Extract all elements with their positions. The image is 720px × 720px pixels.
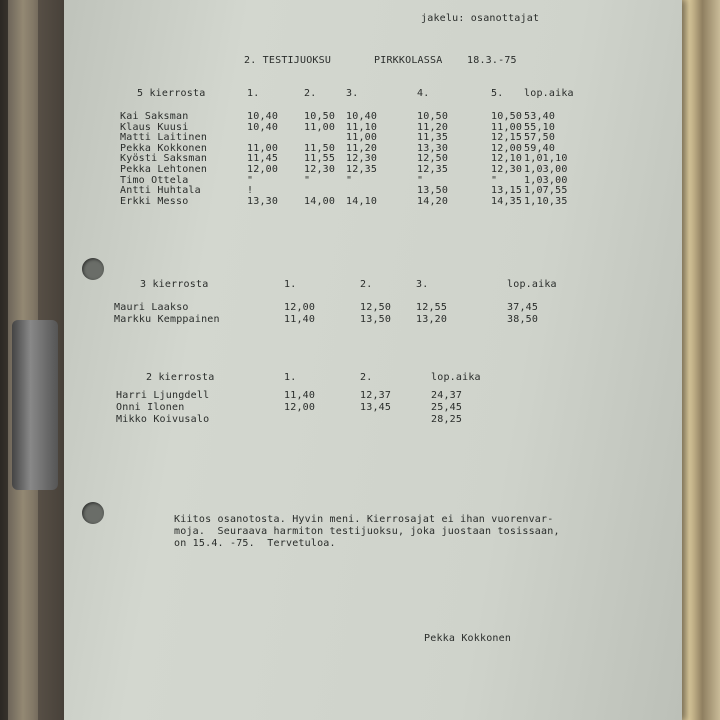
lap-time: 10,50 xyxy=(304,111,336,122)
lap-time: 10,40 xyxy=(247,121,279,133)
lap-time: 11,40 xyxy=(284,390,316,401)
column-header: 4. xyxy=(417,88,430,99)
lap-time: " xyxy=(346,174,353,186)
lap-time: 1,10,35 xyxy=(524,195,568,207)
runner-name: Antti Huhtala xyxy=(120,185,201,197)
lap-time: 37,45 xyxy=(507,302,539,313)
column-header: 3. xyxy=(346,88,359,99)
closing-line: Kiitos osanotosta. Hyvin meni. Kierrosajat ei ihan vuorenvar- xyxy=(174,514,554,525)
lap-time: 13,30 xyxy=(417,142,449,154)
runner-name: Kyösti Saksman xyxy=(120,153,208,165)
runner-name: Erkki Messo xyxy=(120,195,189,207)
lap-time: 12,00 xyxy=(284,402,316,413)
document-date: 18.3.-75 xyxy=(467,55,517,66)
punch-hole-top xyxy=(82,258,104,280)
lap-time: 12,30 xyxy=(491,164,523,175)
column-header: lop.aika xyxy=(431,372,481,383)
document-place: PIRKKOLASSA xyxy=(374,55,443,66)
runner-name: Klaus Kuusi xyxy=(120,121,189,133)
section-label: 2 kierrosta xyxy=(146,372,215,383)
lap-time: 25,45 xyxy=(431,402,463,413)
closing-line: moja. Seuraava harmiton testijuoksu, joka juostaan tosissaan, xyxy=(174,526,560,537)
lap-time: 1,03,00 xyxy=(524,164,568,175)
lap-time: 12,55 xyxy=(416,302,448,313)
lap-time: ! xyxy=(247,185,254,197)
lap-time: 14,00 xyxy=(304,195,336,207)
lap-time: 12,50 xyxy=(360,302,392,313)
lap-time: 38,50 xyxy=(507,314,539,325)
lap-time: 14,35 xyxy=(491,195,523,207)
lap-time: 12,00 xyxy=(247,164,279,175)
column-header: 2. xyxy=(360,279,373,290)
punch-hole-bottom xyxy=(82,502,104,524)
column-header: 1. xyxy=(284,372,297,383)
lap-time: " xyxy=(491,174,498,186)
lap-time: 28,25 xyxy=(431,414,463,425)
lap-time: 13,50 xyxy=(417,185,449,197)
column-header: 1. xyxy=(284,279,297,290)
document-title: 2. TESTIJUOKSU xyxy=(244,55,332,66)
lap-time: 10,50 xyxy=(417,111,449,122)
lap-time: 1,01,10 xyxy=(524,153,568,165)
lap-time: " xyxy=(304,174,311,186)
lap-time: " xyxy=(417,174,424,186)
background-papers xyxy=(676,0,720,720)
column-header: 2. xyxy=(360,372,373,383)
column-header: lop.aika xyxy=(507,279,557,290)
lap-time: 11,20 xyxy=(346,142,378,154)
lap-time: 10,50 xyxy=(491,111,523,122)
runner-name: Pekka Lehtonen xyxy=(120,164,208,175)
lap-time: 13,30 xyxy=(247,195,279,207)
runner-name: Mauri Laakso xyxy=(114,302,189,313)
lap-time: 10,40 xyxy=(346,111,378,122)
lap-time: 11,10 xyxy=(346,121,378,133)
lap-time: 11,00 xyxy=(491,121,523,133)
lap-time: 13,50 xyxy=(360,314,392,325)
section-label: 5 kierrosta xyxy=(137,88,206,99)
lap-time: 53,40 xyxy=(524,111,556,122)
lap-time: 13,20 xyxy=(416,314,448,325)
lap-time: 11,45 xyxy=(247,153,279,165)
section-label: 3 kierrosta xyxy=(140,279,209,290)
lap-time: 1,03,00 xyxy=(524,174,568,186)
lap-time: 59,40 xyxy=(524,142,556,154)
lap-time: 12,00 xyxy=(491,142,523,154)
closing-line: on 15.4. -75. Tervetuloa. xyxy=(174,538,336,549)
binder-mechanism xyxy=(12,320,58,490)
lap-time: 11,55 xyxy=(304,153,336,165)
lap-time: 12,30 xyxy=(346,153,378,165)
lap-time: 57,50 xyxy=(524,132,556,144)
lap-time: " xyxy=(247,174,254,186)
runner-name: Mikko Koivusalo xyxy=(116,414,210,425)
lap-time: 11,00 xyxy=(304,121,336,133)
lap-time: 12,15 xyxy=(491,132,523,144)
typed-results-sheet xyxy=(64,0,682,720)
lap-time: 12,30 xyxy=(304,164,336,175)
runner-name: Kai Saksman xyxy=(120,111,189,122)
lap-time: 11,35 xyxy=(417,132,449,144)
column-header: lop.aika xyxy=(524,88,574,99)
lap-time: 13,45 xyxy=(360,402,392,413)
distribution-line: jakelu: osanottajat xyxy=(421,13,540,24)
lap-time: 12,35 xyxy=(417,164,449,175)
runner-name: Onni Ilonen xyxy=(116,402,185,413)
lap-time: 12,00 xyxy=(284,302,316,313)
lap-time: 13,15 xyxy=(491,185,523,197)
runner-name: Pekka Kokkonen xyxy=(120,142,208,154)
column-header: 3. xyxy=(416,279,429,290)
runner-name: Harri Ljungdell xyxy=(116,390,210,401)
lap-time: 11,00 xyxy=(247,142,279,154)
lap-time: 11,50 xyxy=(304,142,336,154)
lap-time: 55,10 xyxy=(524,121,556,133)
lap-time: 12,10 xyxy=(491,153,523,165)
lap-time: 14,20 xyxy=(417,195,449,207)
signature: Pekka Kokkonen xyxy=(424,633,512,644)
runner-name: Markku Kemppainen xyxy=(114,314,220,325)
runner-name: Timo Ottela xyxy=(120,174,189,186)
lap-time: 12,37 xyxy=(360,390,392,401)
lap-time: 24,37 xyxy=(431,390,463,401)
lap-time: 14,10 xyxy=(346,195,378,207)
lap-time: 12,35 xyxy=(346,164,378,175)
lap-time: 11,40 xyxy=(284,314,316,325)
runner-name: Matti Laitinen xyxy=(120,132,208,144)
lap-time: 12,50 xyxy=(417,153,449,165)
column-header: 5. xyxy=(491,88,504,99)
lap-time: 11,00 xyxy=(346,132,378,144)
lap-time: 1,07,55 xyxy=(524,185,568,197)
lap-time: 11,20 xyxy=(417,121,449,133)
column-header: 2. xyxy=(304,88,317,99)
lap-time: 10,40 xyxy=(247,111,279,122)
column-header: 1. xyxy=(247,88,260,99)
